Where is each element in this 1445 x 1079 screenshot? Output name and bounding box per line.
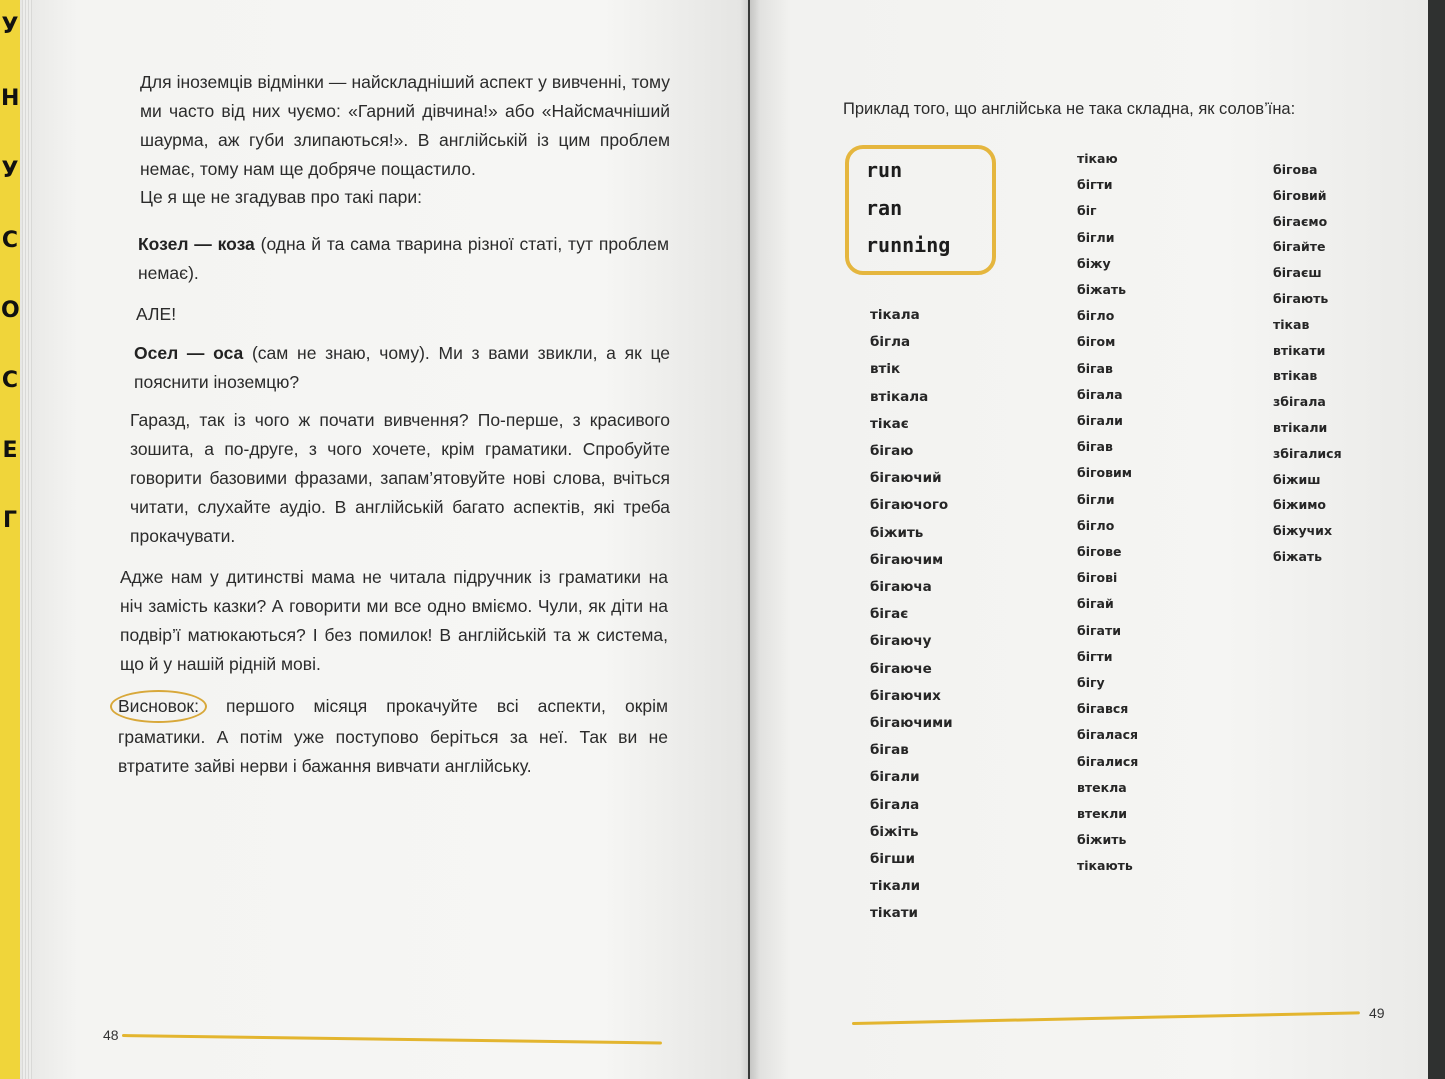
list-item: втікали — [1273, 419, 1328, 435]
list-item: бігаючими — [870, 715, 953, 732]
list-item: втекли — [1077, 806, 1128, 822]
list-item: біговий — [1273, 187, 1327, 203]
list-item: бігати — [1077, 622, 1121, 638]
list-item: бігаючих — [870, 687, 941, 704]
ukrainian-forms-column-3 — [1273, 157, 1342, 570]
list-item: бігалися — [1077, 753, 1139, 769]
list-item: бігаючого — [870, 497, 949, 514]
list-item: збігалися — [1273, 445, 1342, 461]
list-item: бігайте — [1273, 239, 1326, 255]
paragraph-ale: АЛЕ! — [136, 304, 177, 324]
list-item: бігти — [1077, 177, 1113, 193]
list-item: бігли — [1077, 491, 1115, 507]
list-item: втікала — [870, 388, 929, 405]
list-item: бігло — [1077, 517, 1115, 533]
list-item: бігав — [1077, 439, 1113, 455]
adjacent-book-spine — [0, 0, 20, 1079]
list-item: біжать — [1273, 548, 1323, 564]
paragraph-conclusion-text: першого місяця прокачуйте всі аспекти, окрім граматики. А потім уже поступово беріться за неї. Так ви не втратите зайві нерви і бажання вивчати англійську. — [118, 696, 668, 776]
term-osel-osa: Осел — оса — [134, 343, 244, 363]
list-item: бігали — [1077, 413, 1123, 429]
list-item: біжиш — [1273, 471, 1321, 487]
spine-letter: У — [1, 14, 19, 39]
book-gutter — [740, 0, 760, 1079]
page-number-left: 48 — [103, 1027, 119, 1043]
list-item: бігаю — [870, 443, 914, 460]
list-item: бігаєш — [1273, 265, 1322, 281]
list-item: біжучих — [1273, 523, 1333, 539]
list-item: бігалася — [1077, 727, 1139, 743]
page-number-right: 49 — [1369, 1005, 1385, 1021]
paragraph-cases: Для іноземців відмінки — найскладніший аспект у вивченні, тому ми часто від них чуємо: «Гарний дівчина!» або «Найсмачніший шаурма, аж губи злипаються!». В англійській із цим проблем немає, тому нам ще добряче пощастило. — [140, 72, 670, 179]
list-item: бігав — [870, 742, 909, 759]
page-edges — [22, 0, 32, 1079]
term-kozel-koza: Козел — коза — [138, 234, 255, 254]
list-item: бігаюче — [870, 660, 932, 677]
list-item: втік — [870, 361, 901, 378]
list-item: бігла — [870, 334, 911, 351]
list-item: бігло — [1077, 308, 1115, 324]
book-cover-edge — [1428, 0, 1445, 1079]
spine-letter: Г — [2, 508, 18, 533]
list-item: бігався — [1077, 701, 1129, 717]
list-item: бігаємо — [1273, 213, 1328, 229]
list-item: тікала — [870, 307, 920, 323]
list-item: тікав — [1273, 316, 1310, 332]
list-item: тікають — [1077, 858, 1133, 874]
list-item: біжимо — [1273, 497, 1327, 513]
list-item: бігові — [1077, 570, 1118, 586]
list-item: бігова — [1273, 162, 1318, 177]
spine-letter: С — [1, 368, 19, 393]
list-item: біжить — [870, 524, 924, 541]
list-item: біжить — [1077, 832, 1127, 848]
list-item: бігає — [870, 606, 909, 623]
list-item: бігаючий — [870, 470, 942, 487]
spine-letter: Н — [1, 86, 20, 111]
list-item: бігала — [870, 796, 920, 813]
list-item: бігаючим — [870, 551, 944, 568]
list-item: біжу — [1077, 255, 1111, 271]
list-item: біжіть — [870, 823, 919, 840]
list-item: бігли — [1077, 229, 1115, 245]
paragraph-osel-text: (сам не знаю, чому). Ми з вами звикли, а як це пояснити іноземцю? — [134, 343, 670, 392]
paragraph-where-to-start: Гаразд, так із чого ж почати вивчення? По-перше, з красивого зошита, а по-друге, з чого хочете, крім граматики. Спробуйте говорити базовими фразами, запам’ятовуйте нові слова, вчіться читати, слухайте аудіо. В англійській багато аспектів, які треба прокачувати. — [130, 410, 670, 546]
paragraph-conclusion — [118, 690, 668, 781]
ukrainian-forms-column-1 — [870, 302, 953, 928]
paragraph-childhood: Адже нам у дитинстві мама не читала підручник із граматики на ніч замість казки? А говорити ми все одно вміємо. Чули, як діти на подвір’ї матюкаються? І без помилок! В англійській та ж система, що й у нашій рідній мові. — [120, 567, 668, 674]
spine-letter: Е — [2, 438, 18, 463]
list-item: біжать — [1077, 282, 1127, 298]
list-item: бігти — [1077, 648, 1113, 664]
paragraph-pairs-intro: Це я ще не згадував про такі пари: — [140, 187, 422, 207]
list-item: бігала — [1077, 386, 1123, 402]
ukrainian-forms-column-2 — [1077, 146, 1138, 880]
english-form-ran: ran — [866, 196, 903, 220]
list-item: бігав — [1077, 360, 1113, 376]
list-item: бігали — [870, 769, 920, 786]
list-item: втікати — [1273, 342, 1326, 358]
list-item: бігши — [870, 851, 915, 868]
list-item: втікав — [1273, 368, 1318, 384]
list-item: тікали — [870, 878, 921, 895]
list-item: бігаюча — [870, 579, 932, 596]
spine-letter: О — [1, 298, 20, 323]
list-item: біговим — [1077, 465, 1133, 481]
english-form-run: run — [866, 158, 903, 182]
paragraph-kozel-text: (одна й та сама тварина різної статі, тут проблем немає). — [138, 234, 669, 283]
list-item: тікаю — [1077, 151, 1118, 166]
spine-letter: С — [1, 228, 19, 253]
list-item: збігала — [1273, 394, 1326, 410]
english-form-running: running — [866, 233, 951, 257]
list-item: біг — [1077, 203, 1097, 219]
list-item: тікати — [870, 905, 919, 922]
spine-letter: У — [1, 158, 19, 183]
conclusion-label-circled: Висновок: — [110, 690, 207, 723]
list-item: бігають — [1273, 290, 1329, 306]
list-item: тікає — [870, 415, 909, 432]
paragraph-osel — [134, 339, 670, 397]
paragraph-kozel — [138, 230, 669, 288]
list-item: бігай — [1077, 596, 1114, 612]
list-item: бігаючу — [870, 633, 932, 650]
example-intro: Приклад того, що англійська не така складна, як солов’їна: — [843, 100, 1296, 118]
list-item: бігове — [1077, 544, 1122, 560]
list-item: бігом — [1077, 334, 1116, 350]
list-item: втекла — [1077, 779, 1127, 795]
list-item: бігу — [1077, 675, 1105, 691]
